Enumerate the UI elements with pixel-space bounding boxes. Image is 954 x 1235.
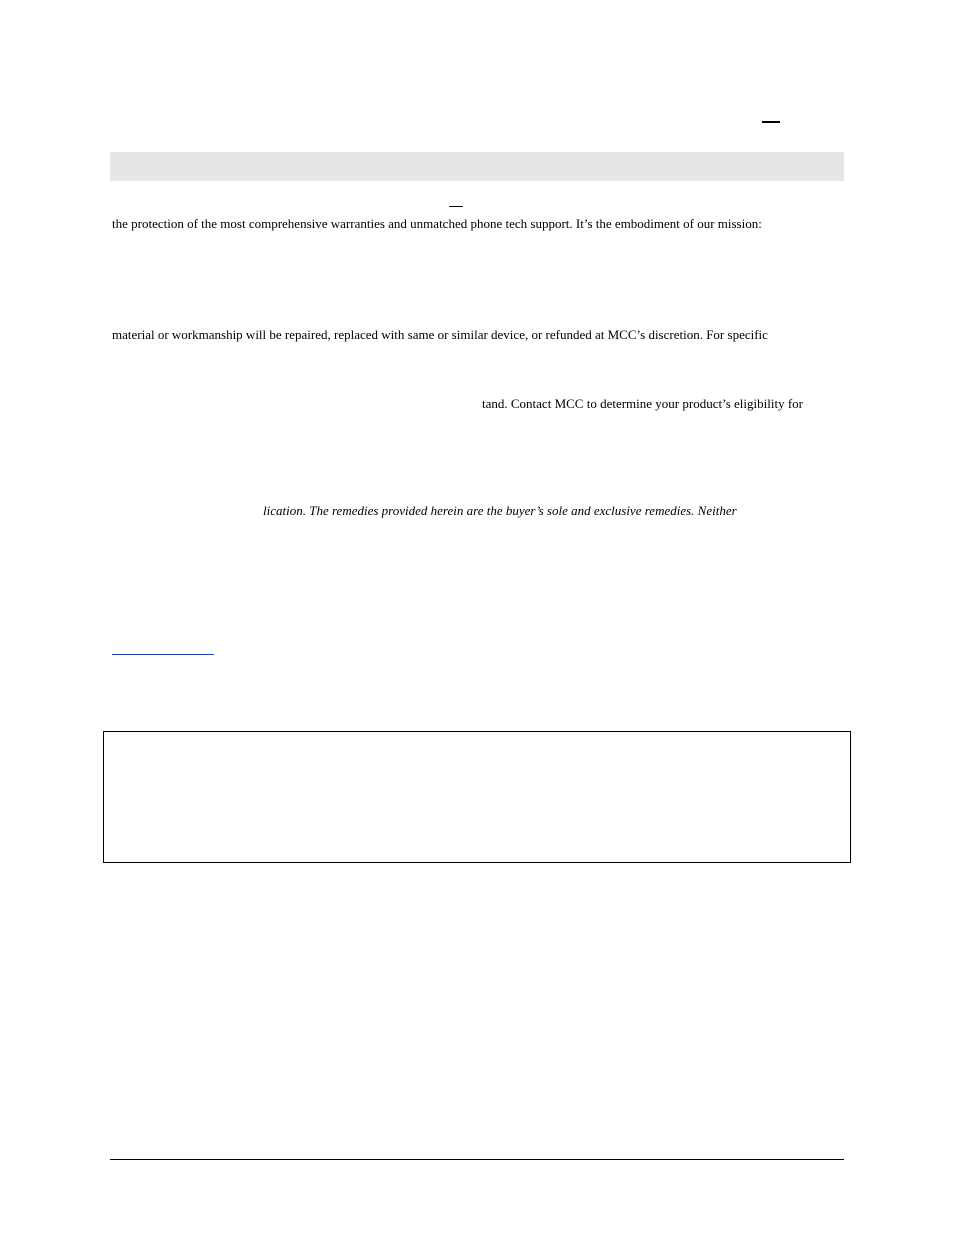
- note-box: [103, 731, 851, 863]
- section-heading-bar: [110, 152, 844, 181]
- em-dash-mark: [449, 206, 463, 207]
- paragraph-line-2: material or workmanship will be repaired, replaced with same or similar device, or refunded at MCC’s discretion. For specific: [112, 327, 768, 342]
- footer-rule: [110, 1159, 844, 1160]
- paragraph-line-1: the protection of the most comprehensive warranties and unmatched phone tech support. It’s the embodiment of our mission:: [112, 216, 762, 231]
- hyperlink-underline[interactable]: [112, 654, 214, 655]
- warranty-disclaimer-line: lication. The remedies provided herein are the buyer’s sole and exclusive remedies. Neither: [263, 503, 737, 518]
- header-dash-mark: [762, 121, 780, 123]
- paragraph-line-3: tand. Contact MCC to determine your product’s eligibility for: [482, 396, 803, 411]
